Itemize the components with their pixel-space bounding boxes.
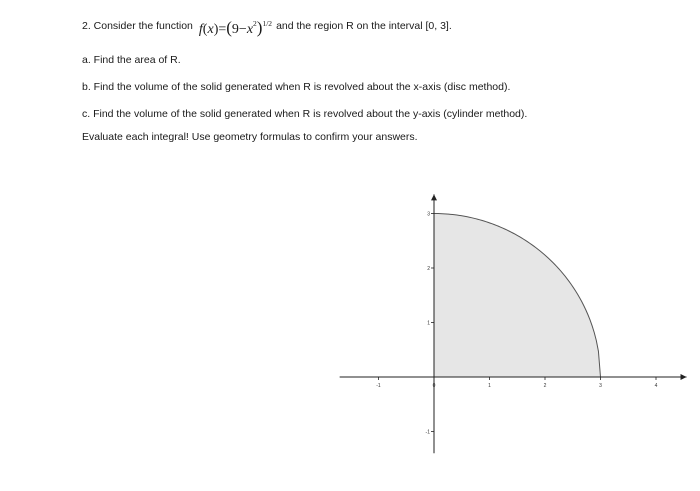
x-axis-arrow (681, 374, 687, 380)
problem-text (82, 14, 682, 143)
function-inner-exponent: 2 (253, 18, 257, 28)
function-formula: $f(x)=(9-x^2)^{1/2}$ (198, 17, 273, 37)
function-argument: x (207, 21, 214, 37)
y-tick-label-3: 3 (427, 211, 430, 218)
x-tick-label-0: 0 (432, 383, 436, 389)
part-a: a. Find the area of R. (82, 54, 181, 66)
function-base: 9 (231, 21, 239, 37)
part-b: b. Find the volume of the solid generated when R is revolved about the x-axis (disc method). (82, 81, 511, 93)
x-tick-label-2: 2 (543, 383, 547, 389)
part-c: c. Find the volume of the solid generated when R is revolved about the y-axis (cylinder method). (82, 108, 528, 120)
statement-rest: and the region R on the interval [0, 3]. (276, 19, 452, 32)
y-axis-arrow (431, 194, 437, 200)
x-tick-label-3: 3 (599, 383, 602, 389)
x-tick-label-4: 4 (654, 383, 658, 389)
function-curve (434, 214, 601, 378)
function-name: f (198, 21, 203, 37)
function-variable: x (246, 21, 254, 37)
function-outer-exponent: 1/2 (262, 18, 273, 28)
function-minus: − (238, 21, 247, 37)
region-r-fill (434, 214, 601, 378)
y-tick-label--1: -1 (425, 429, 430, 436)
instruction: Evaluate each integral! Use geometry formulas to confirm your answers. (82, 131, 418, 143)
x-tick-label-1: 1 (488, 383, 491, 389)
x-tick-label--1: -1 (376, 383, 381, 389)
problem-intro: 2. Consider the function (82, 19, 193, 32)
y-tick-label-2: 2 (427, 266, 430, 272)
y-tick-label-1: 1 (427, 320, 430, 327)
problem-statement (82, 14, 682, 38)
